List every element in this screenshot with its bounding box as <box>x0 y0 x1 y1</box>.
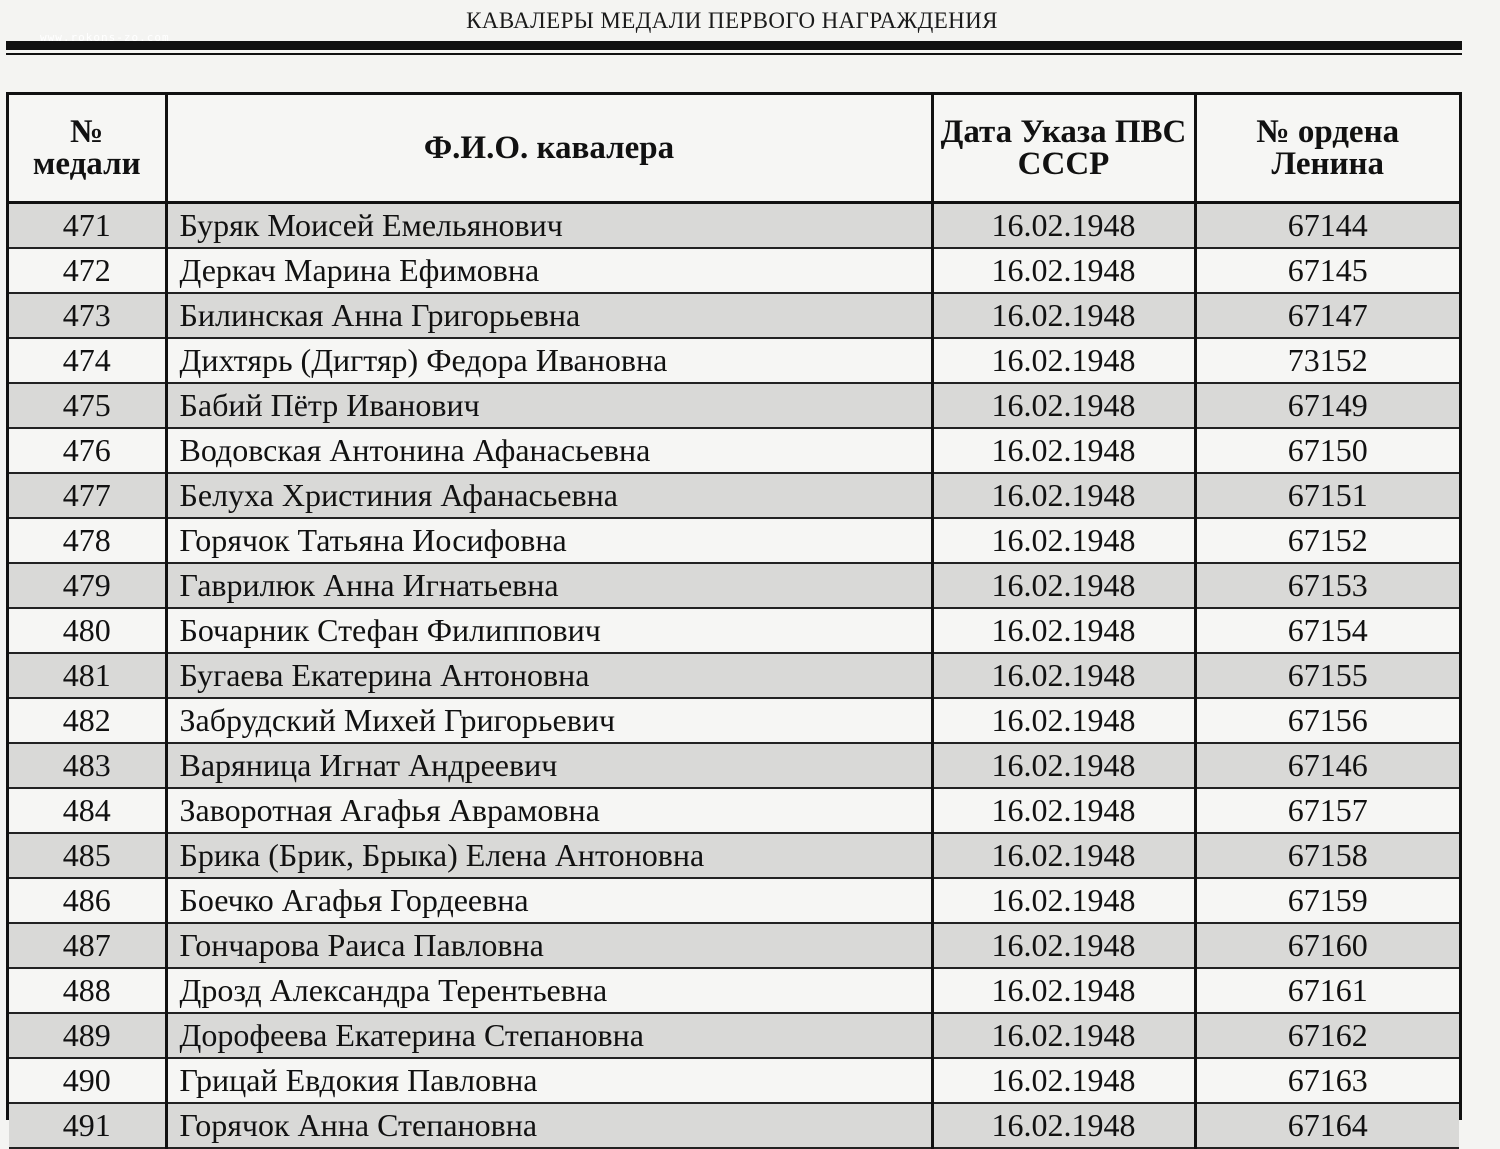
lenin-order-number-cell: 67157 <box>1195 788 1459 833</box>
medal-number-cell: 473 <box>9 293 166 338</box>
full-name-cell: Бабий Пётр Иванович <box>166 383 932 428</box>
full-name-cell: Бугаева Екатерина Антоновна <box>166 653 932 698</box>
table-row <box>9 1058 1459 1103</box>
table-row <box>9 653 1459 698</box>
decree-date-cell: 16.02.1948 <box>932 428 1195 473</box>
full-name-cell: Буряк Моисей Емельянович <box>166 202 932 248</box>
table-row <box>9 428 1459 473</box>
lenin-order-number-cell: 67144 <box>1195 202 1459 248</box>
decree-date-cell: 16.02.1948 <box>932 563 1195 608</box>
full-name-cell: Заворотная Агафья Аврамовна <box>166 788 932 833</box>
lenin-order-number-cell: 67150 <box>1195 428 1459 473</box>
table-row <box>9 923 1459 968</box>
header-rule-thin <box>6 53 1462 55</box>
lenin-order-number-cell: 67146 <box>1195 743 1459 788</box>
decree-date-cell: 16.02.1948 <box>932 608 1195 653</box>
medal-number-cell: 472 <box>9 248 166 293</box>
medal-number-cell: 477 <box>9 473 166 518</box>
medal-number-cell: 471 <box>9 202 166 248</box>
decree-date-cell: 16.02.1948 <box>932 293 1195 338</box>
full-name-cell: Дрозд Александра Терентьевна <box>166 968 932 1013</box>
page-running-head: КАВАЛЕРЫ МЕДАЛИ ПЕРВОГО НАГРАЖДЕНИЯ <box>466 8 998 33</box>
decree-date-cell: 16.02.1948 <box>932 1013 1195 1058</box>
medal-number-cell: 484 <box>9 788 166 833</box>
table-row <box>9 248 1459 293</box>
header-lenin-order-number: № ордена Ленина <box>1195 95 1459 202</box>
decree-date-cell: 16.02.1948 <box>932 968 1195 1013</box>
medal-number-cell: 486 <box>9 878 166 923</box>
lenin-order-number-cell: 67159 <box>1195 878 1459 923</box>
decree-date-cell: 16.02.1948 <box>932 338 1195 383</box>
lenin-order-number-cell: 67158 <box>1195 833 1459 878</box>
medal-number-cell: 489 <box>9 1013 166 1058</box>
lenin-order-number-cell: 67151 <box>1195 473 1459 518</box>
decree-date-cell: 16.02.1948 <box>932 248 1195 293</box>
lenin-order-number-cell: 67156 <box>1195 698 1459 743</box>
decree-date-cell: 16.02.1948 <box>932 518 1195 563</box>
table-row <box>9 518 1459 563</box>
medal-number-cell: 474 <box>9 338 166 383</box>
full-name-cell: Дорофеева Екатерина Степановна <box>166 1013 932 1058</box>
medal-number-cell: 482 <box>9 698 166 743</box>
table-row <box>9 1103 1459 1148</box>
lenin-order-number-cell: 73152 <box>1195 338 1459 383</box>
decree-date-cell: 16.02.1948 <box>932 383 1195 428</box>
full-name-cell: Водовская Антонина Афанасьевна <box>166 428 932 473</box>
lenin-order-number-cell: 67161 <box>1195 968 1459 1013</box>
table-row <box>9 743 1459 788</box>
medal-number-cell: 479 <box>9 563 166 608</box>
decree-date-cell: 16.02.1948 <box>932 743 1195 788</box>
header-decree-date: Дата Указа ПВС СССР <box>932 95 1195 202</box>
table-row <box>9 878 1459 923</box>
lenin-order-number-cell: 67149 <box>1195 383 1459 428</box>
decree-date-cell: 16.02.1948 <box>932 653 1195 698</box>
decree-date-cell: 16.02.1948 <box>932 923 1195 968</box>
full-name-cell: Билинская Анна Григорьевна <box>166 293 932 338</box>
lenin-order-number-cell: 67163 <box>1195 1058 1459 1103</box>
medal-number-cell: 490 <box>9 1058 166 1103</box>
full-name-cell: Горячок Анна Степановна <box>166 1103 932 1148</box>
table-body <box>9 202 1459 1148</box>
header-full-name: Ф.И.О. кавалера <box>166 95 932 202</box>
full-name-cell: Гаврилюк Анна Игнатьевна <box>166 563 932 608</box>
lenin-order-number-cell: 67155 <box>1195 653 1459 698</box>
full-name-cell: Варяница Игнат Андреевич <box>166 743 932 788</box>
medal-number-cell: 478 <box>9 518 166 563</box>
decree-date-cell: 16.02.1948 <box>932 473 1195 518</box>
lenin-order-number-cell: 67147 <box>1195 293 1459 338</box>
decree-date-cell: 16.02.1948 <box>932 202 1195 248</box>
full-name-cell: Брика (Брик, Брыка) Елена Антоновна <box>166 833 932 878</box>
table-row <box>9 1013 1459 1058</box>
decree-date-cell: 16.02.1948 <box>932 698 1195 743</box>
lenin-order-number-cell: 67160 <box>1195 923 1459 968</box>
full-name-cell: Деркач Марина Ефимовна <box>166 248 932 293</box>
header-medal-number: № медали <box>9 95 166 202</box>
medal-number-cell: 487 <box>9 923 166 968</box>
header-rule-thick <box>6 41 1462 50</box>
watermark-text: www.rokons-zo.com <box>40 31 170 44</box>
lenin-order-number-cell: 67145 <box>1195 248 1459 293</box>
medal-number-cell: 485 <box>9 833 166 878</box>
table-row <box>9 338 1459 383</box>
medal-number-cell: 483 <box>9 743 166 788</box>
full-name-cell: Дихтярь (Дигтяр) Федора Ивановна <box>166 338 932 383</box>
decree-date-cell: 16.02.1948 <box>932 878 1195 923</box>
table-row <box>9 293 1459 338</box>
full-name-cell: Забрудский Михей Григорьевич <box>166 698 932 743</box>
table-row <box>9 833 1459 878</box>
lenin-order-number-cell: 67162 <box>1195 1013 1459 1058</box>
full-name-cell: Горячок Татьяна Иосифовна <box>166 518 932 563</box>
table-row <box>9 202 1459 248</box>
full-name-cell: Бочарник Стефан Филиппович <box>166 608 932 653</box>
medal-number-cell: 480 <box>9 608 166 653</box>
decree-date-cell: 16.02.1948 <box>932 1103 1195 1148</box>
full-name-cell: Белуха Христиния Афанасьевна <box>166 473 932 518</box>
table-row <box>9 788 1459 833</box>
lenin-order-number-cell: 67154 <box>1195 608 1459 653</box>
table-row <box>9 473 1459 518</box>
medal-number-cell: 481 <box>9 653 166 698</box>
table-row <box>9 383 1459 428</box>
medal-number-cell: 475 <box>9 383 166 428</box>
decree-date-cell: 16.02.1948 <box>932 788 1195 833</box>
table-header-row <box>9 95 1459 202</box>
table-row <box>9 608 1459 653</box>
medal-holders-table <box>9 95 1459 1149</box>
table-row <box>9 698 1459 743</box>
full-name-cell: Грицай Евдокия Павловна <box>166 1058 932 1103</box>
medal-holders-table-container <box>6 92 1462 1143</box>
table-row <box>9 968 1459 1013</box>
full-name-cell: Гончарова Раиса Павловна <box>166 923 932 968</box>
lenin-order-number-cell: 67152 <box>1195 518 1459 563</box>
lenin-order-number-cell: 67164 <box>1195 1103 1459 1148</box>
medal-number-cell: 491 <box>9 1103 166 1148</box>
medal-number-cell: 488 <box>9 968 166 1013</box>
full-name-cell: Боечко Агафья Гордеевна <box>166 878 932 923</box>
medal-number-cell: 476 <box>9 428 166 473</box>
decree-date-cell: 16.02.1948 <box>932 1058 1195 1103</box>
table-row <box>9 563 1459 608</box>
decree-date-cell: 16.02.1948 <box>932 833 1195 878</box>
lenin-order-number-cell: 67153 <box>1195 563 1459 608</box>
